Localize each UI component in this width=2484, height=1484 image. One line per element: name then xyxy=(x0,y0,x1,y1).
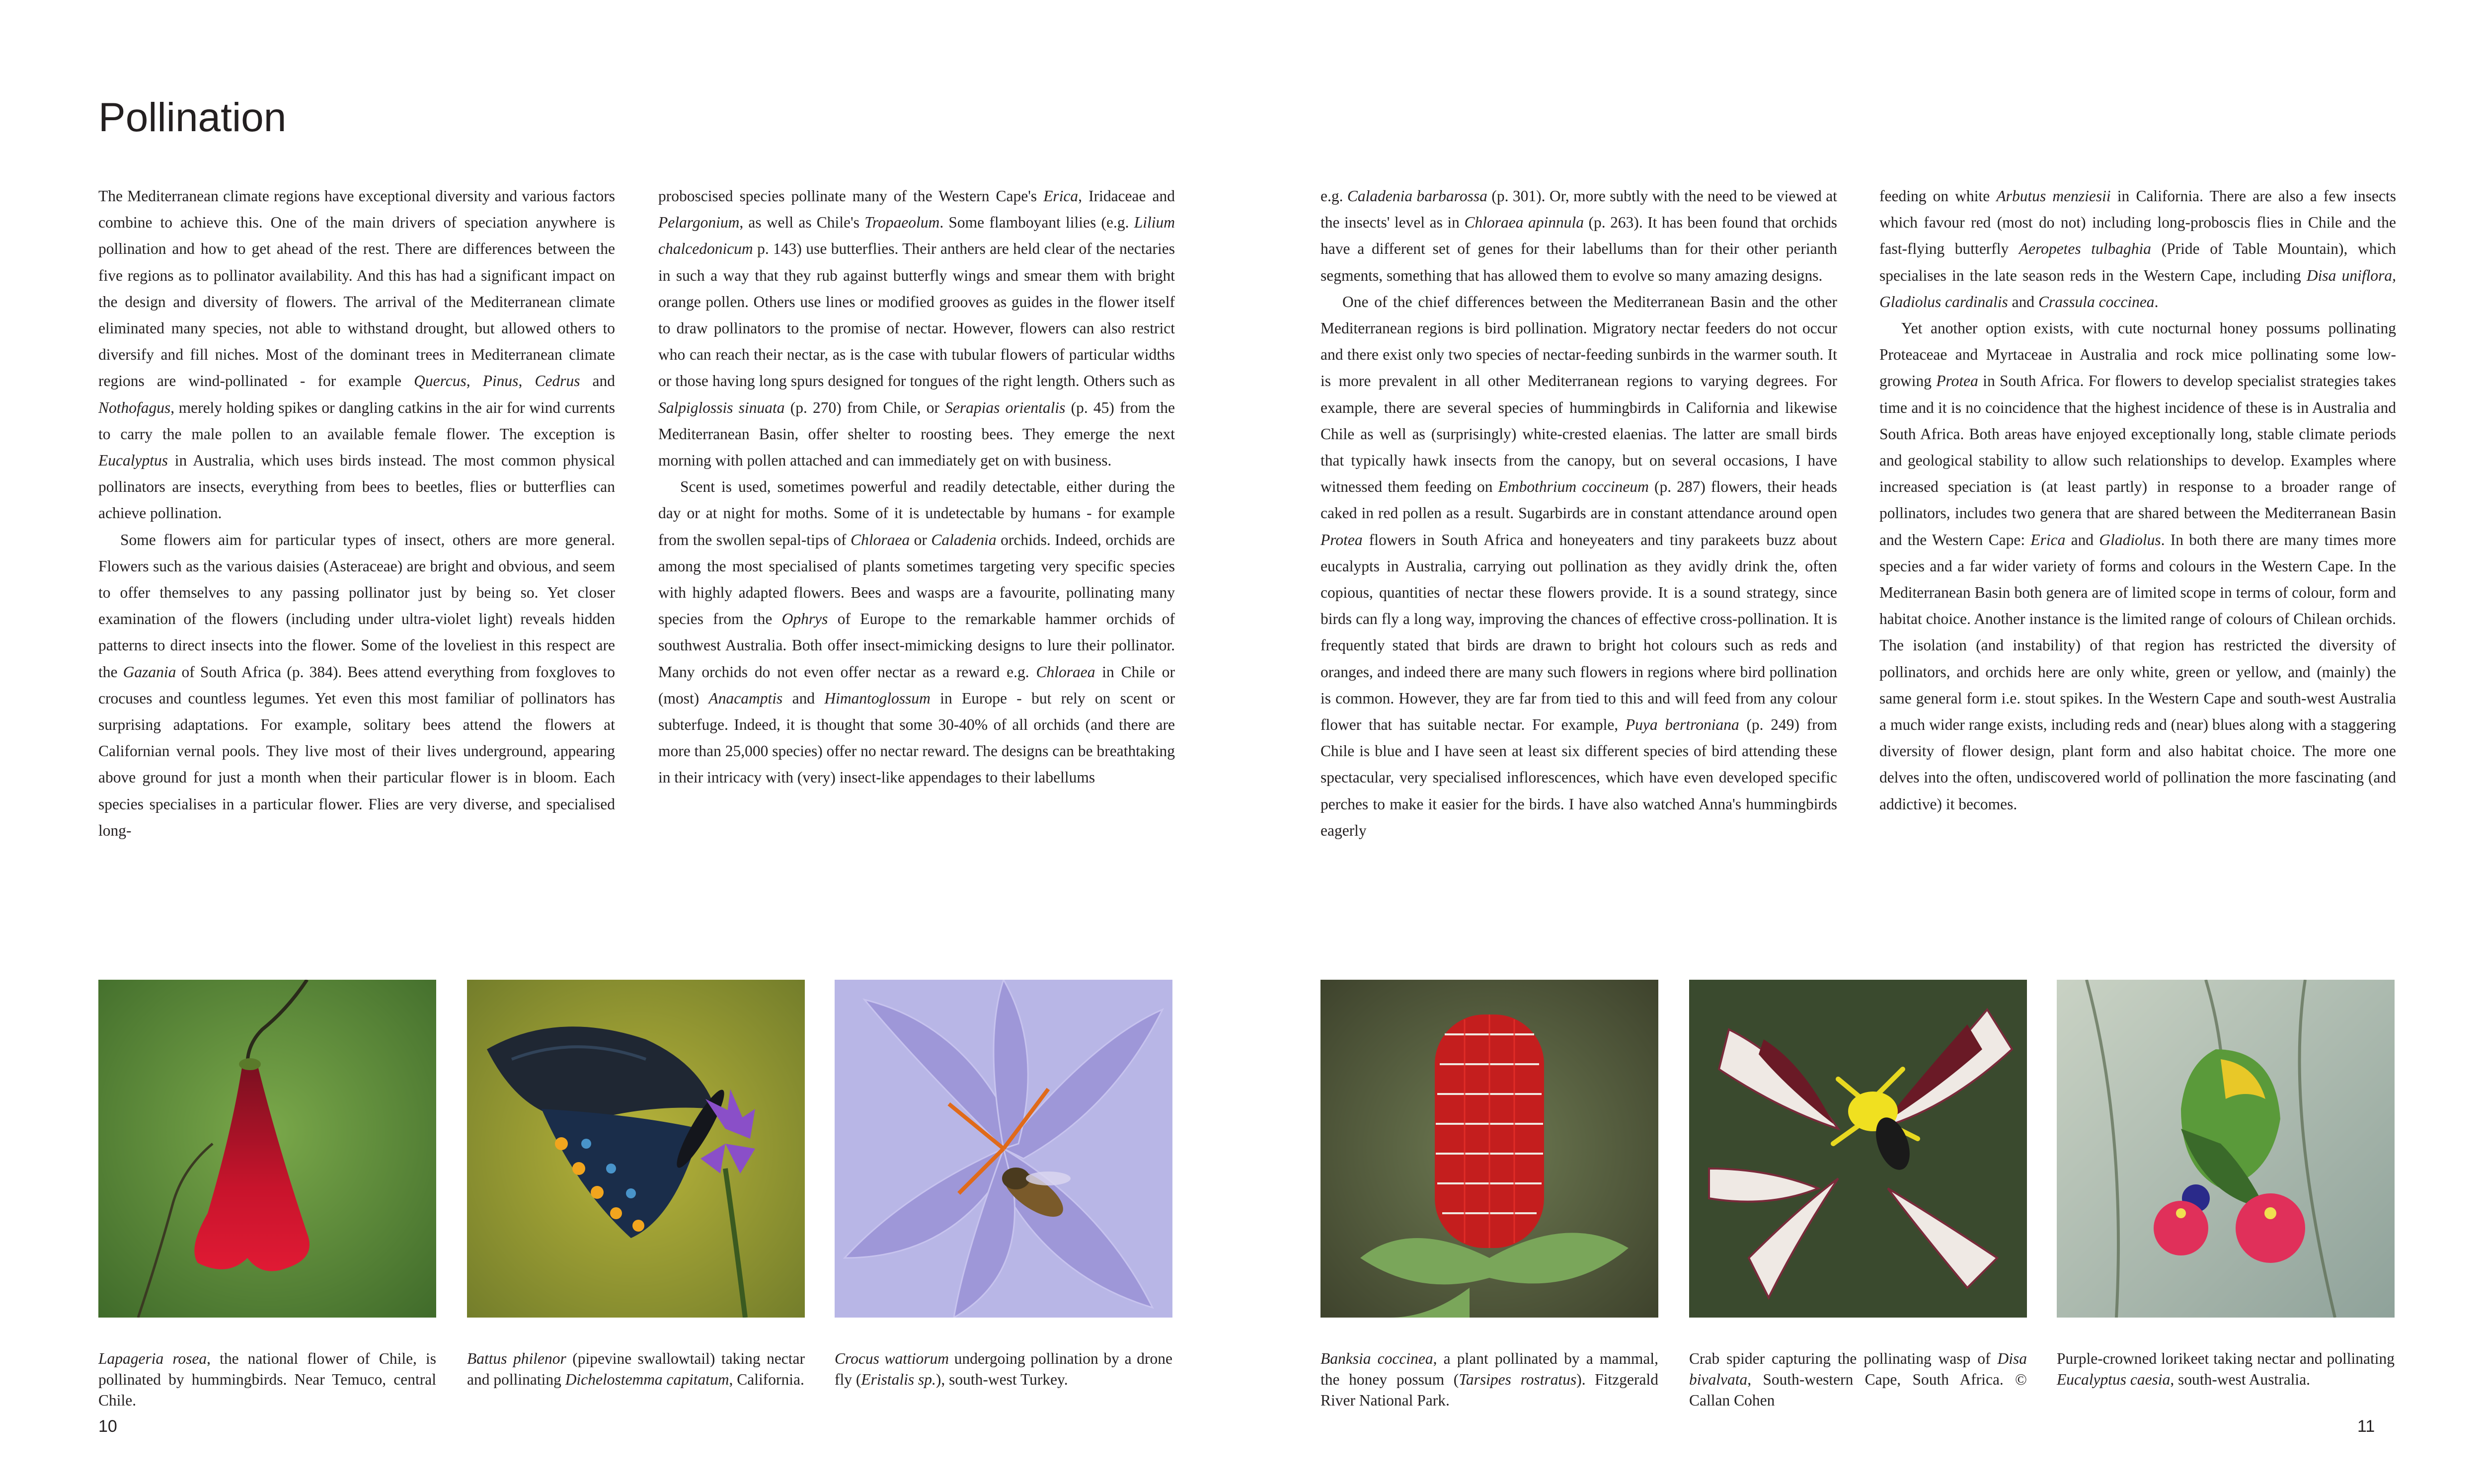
page-title: Pollination xyxy=(98,95,287,140)
right-page xyxy=(1242,0,2484,1484)
photo-banksia-coccinea xyxy=(1320,980,1658,1318)
page-number-left: 10 xyxy=(98,1417,117,1436)
paragraph: proboscised species pollinate many of the Western Cape's Erica, Iridaceae and Pelargonium, as well as Chile's Tropaeolum. Some flamboyant lilies (e.g. Lilium chalcedonicum p. 143) use butterflies. Their anthers are held clear of the nectaries in such a way that they rub against butterfly wings and smear them with bright orange pollen. Others use lines or modified grooves as guides in the flower itself to draw pollinators to the promise of nectar. However, flowers can also restrict who can reach their nectar, as is the case with tubular flowers of particular widths or those having long spurs designed for tongues of the right length. Others such as Salpiglossis sinuata (p. 270) from Chile, or Serapias orientalis (p. 45) from the Mediterranean Basin, offer shelter to roosting bees. They emerge the next morning with pollen attached and can immediately get on with business. xyxy=(658,187,1175,469)
photo-lapageria-rosea xyxy=(98,980,436,1318)
paragraph: e.g. Caladenia barbarossa (p. 301). Or, more subtly with the need to be viewed at the insects' level as in Chloraea apinnula (p. 263). It has been found that orchids have a different set of genes for their labellums than for their other perianth segments, something that has allowed them to evolve so many amazing designs. xyxy=(1320,187,1837,284)
paragraph: Yet another option exists, with cute nocturnal honey possums pollinating Proteaceae and Myrtaceae in Australia and rock mice pollinating some low-growing Protea in South Africa. For flowers to develop specialist strategies takes time and it is no coincidence that the highest incidence of these is in Australia and South Africa. Both areas have enjoyed exceptionally long, stable climate periods and geological stability to allow such relationships to develop. Examples where increased speciation is (at least partly) in response to a broader range of pollinators, includes two genera that are shared between the Mediterranean Basin and the Western Cape: Erica and Gladiolus. In both there are many times more species and a far wider variety of forms and colours in the Western Cape. In the Mediterranean Basin both genera are of limited scope in terms of colour, form and habitat choice. Another instance is the limited range of colours of Chilean orchids. The isolation (and instability) of that region has restricted the diversity of pollinators, and orchids here are only white, green or yellow, and (mainly) the same general form i.e. stout spikes. In the Western Cape and south-west Australia a much wider range exists, including reds and (near) blues along with a staggering diversity of flower design, plant form and also habitat choice. The more one delves into the often, undiscovered world of pollination the more fascinating (and addictive) it becomes. xyxy=(1879,319,2397,813)
butterfly-image xyxy=(467,980,805,1318)
paragraph: Some flowers aim for particular types of insect, others are more general. Flowers such as the various daisies (Asteraceae) are bright and obvious, and seem to offer themselves to any passing pollinator just by being so. Yet closer examination of the flowers (including under ultra-violet light) reveals hidden patterns to direct insects into the flower. Some of the loveliest in this respect are the Gazania of South Africa (p. 384). Bees attend everything from foxgloves to crocuses and countless legumes. Yet even this most familiar of pollinators has surprising adaptations. For example, solitary bees attend the flowers at Californian vernal pools. They live most of their lives underground, appearing above ground for just a month when their particular flower is in bloom. Each species specialises in a particular flower. Flies are very diverse, and specialised long- xyxy=(98,531,615,839)
paragraph: The Mediterranean climate regions have exceptional diversity and various factors combine to achieve this. One of the main drivers of speciation anywhere is pollination and how to get ahead of the rest. There are differences between the five regions as to pollinator availability. And this has had a significant impact on the design and diversity of flowers. The arrival of the Mediterranean climate eliminated many species, not able to withstand drought, but allowed others to diversify and fill niches. Most of the dominant trees in Mediterranean climate regions are wind-pollinated - for example Quercus, Pinus, Cedrus and Nothofagus, merely holding spikes or dangling catkins in the air for wind currents to carry the male pollen to an available female flower. The exception is Eucalyptus in Australia, which uses birds instead. The most common physical pollinators are insects, everything from bees to beetles, flies or butterflies can achieve pollination. xyxy=(98,187,616,522)
right-column-1 xyxy=(1320,183,1837,844)
lapageria-image xyxy=(98,980,436,1318)
photo-lorikeet xyxy=(2057,980,2395,1318)
photo-crocus-wattiorum xyxy=(835,980,1172,1318)
paragraph: feeding on white Arbutus menziesii in California. There are also a few insects which favour red (most do not) including long-proboscis flies in Chile and the fast-flying butterfly Aeropetes tulbaghia (Pride of Table Mountain), which specialises in the late season reds in the Western Cape, including Disa uniflora, Gladiolus cardinalis and Crassula coccinea. xyxy=(1879,187,2397,311)
caption-lapageria: Lapageria rosea, the national flower of Chile, is pollinated by hummingbirds. Near Temuco, central Chile. xyxy=(98,1349,437,1409)
caption-lorikeet: Purple-crowned lorikeet taking nectar and pollinating Eucalyptus caesia, south-west Australia. xyxy=(2057,1349,2395,1388)
caption-crocus: Crocus wattiorum undergoing pollination by a drone fly (Eristalis sp.), south-west Turkey. xyxy=(835,1349,1172,1388)
disa-spider-image xyxy=(1689,980,2027,1318)
paragraph: Scent is used, sometimes powerful and readily detectable, either during the day or at night for moths. Some of it is undetectable by humans - for example from the swollen sepal-tips of Chloraea or Caladenia orchids. Indeed, orchids are among the most specialised of plants sometimes targeting very specific species with highly adapted flowers. Bees and wasps are a favourite, pollinating many species from the Ophrys of Europe to the remarkable hammer orchids of southwest Australia. Both offer insect-mimicking designs to lure their pollinator. Many orchids do not even offer nectar as a reward e.g. Chloraea in Chile or (most) Anacamptis and Himantoglossum in Europe - but rely on scent or subterfuge. Indeed, it is thought that some 30-40% of all orchids (and there are more than 25,000 species) offer no nectar reward. The designs can be breathtaking in their intricacy with (very) insect-like appendages to their labellums xyxy=(658,478,1175,786)
left-column-2 xyxy=(658,183,1175,791)
left-column-1 xyxy=(98,183,615,844)
crocus-image xyxy=(835,980,1172,1318)
caption-disa: Crab spider capturing the pollinating wasp of Disa bivalvata, South-western Cape, South Africa. © Callan Cohen xyxy=(1689,1349,2027,1409)
page-number-right: 11 xyxy=(2357,1417,2375,1436)
photo-battus-philenor xyxy=(467,980,805,1318)
caption-banksia: Banksia coccinea, a plant pollinated by a mammal, the honey possum (Tarsipes rostratus). Fitzgerald River National Park. xyxy=(1320,1349,1658,1409)
caption-battus: Battus philenor (pipevine swallowtail) taking nectar and pollinating Dichelostemma capitatum, California. xyxy=(467,1349,805,1388)
photo-disa-bivalvata xyxy=(1689,980,2027,1318)
banksia-image xyxy=(1320,980,1658,1318)
paragraph: One of the chief differences between the Mediterranean Basin and the other Mediterranean regions is bird pollination. Migratory nectar feeders do not occur and there exist only two species of nectar-feeding sunbirds in the warmer south. It is more prevalent in all other Mediterranean regions to varying degrees. For example, there are several species of hummingbirds in California and likewise Chile as well as (surprisingly) white-crested elaenias. The latter are small birds that typically hawk insects from the canopy, but on several occasions, I have witnessed them feeding on Embothrium coccineum (p. 287) flowers, their heads caked in red pollen as a result. Sugarbirds are in constant attendance around open Protea flowers in South Africa and honeyeaters and tiny parakeets buzz about eucalypts in Australia, carrying out pollination as they avidly drink the, often copious, quantities of nectar these flowers provide. It is a sound strategy, since birds can fly a long way, improving the chances of effective cross-pollination. It is frequently stated that birds are drawn to bright hot colours such as reds and oranges, and indeed there are many such flowers in regions where bird pollination is common. However, they are far from tied to this and will feed from any colour flower that has suitable nectar. For example, Puya bertroniana (p. 249) from Chile is blue and I have seen at least six different species of bird attending these spectacular, very specialised inflorescences, which have even developed specific perches to make it easier for the birds. I have also watched Anna's hummingbirds eagerly xyxy=(1320,293,1837,839)
right-column-2 xyxy=(1879,183,2396,817)
lorikeet-image xyxy=(2057,980,2395,1318)
